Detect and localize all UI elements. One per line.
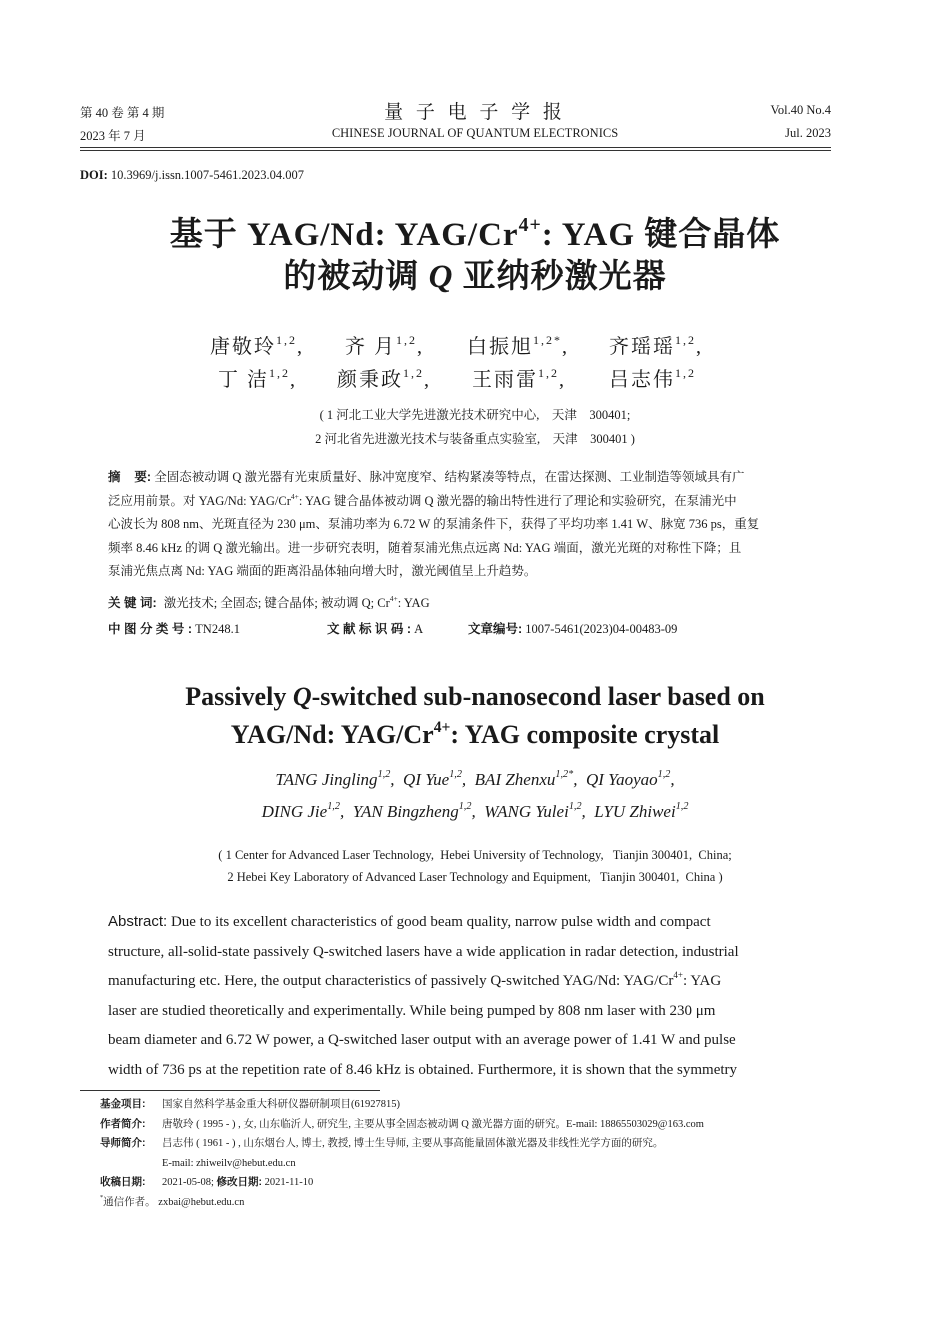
abstract-en-line1: [108, 907, 802, 938]
affiliation-cn-2: 2 河北省先进激光技术与装备重点实验室, 天津 300401 ): [315, 432, 635, 446]
footnote-rule: [80, 1090, 380, 1091]
author-en-sup: 1,2: [458, 801, 472, 813]
author-cn-sup: 1,2: [396, 333, 417, 348]
author-en-sup: 1,2*: [555, 769, 574, 781]
author-bio-value: 唐敬玲 ( 1995 - ) , 女, 山东临沂人, 研究生, 主要从事全固态被动调 Q 激光器方面的研究。E-mail: 18865503029@163.com: [162, 1118, 704, 1130]
title-en-line1: [0, 678, 950, 715]
author-en-name: BAI Zhenxu: [474, 770, 556, 789]
author-cn-sup: 1,2*: [533, 333, 562, 348]
author-cn-3: [467, 330, 569, 359]
title-cn-line1-b: : YAG 键合晶体: [541, 217, 781, 253]
author-cn-sup: 1,2: [276, 333, 297, 348]
author-cn-6: [337, 363, 431, 392]
keywords-value-b: : YAG: [397, 596, 430, 610]
abstract-en-label: Abstract:: [108, 913, 168, 930]
doc-label: 文 献 标 识 码 :: [327, 622, 412, 636]
footnotes: [100, 1095, 820, 1212]
abstract-en-sup: 4+: [673, 970, 683, 981]
author-cn-sup: 1,2: [403, 366, 424, 381]
author-cn-sep: ,: [417, 336, 424, 358]
article-number: [468, 619, 677, 637]
abstract-cn-text: : YAG 键合晶体被动调 Q 激光器的输出特性进行了理论和实验研究，在泵浦光中: [298, 493, 737, 508]
author-en-name: QI Yue: [403, 770, 450, 789]
title-en-line1-q: Q: [292, 682, 312, 711]
title-cn-line2: [0, 256, 950, 298]
affiliation-en-2: 2 Hebei Key Laboratory of Advanced Laser Technology and Equipment, Tianjin 300401, China ): [227, 870, 723, 884]
volume-issue-en: Vol.40 No.4: [770, 103, 831, 117]
abstract-en-text: manufacturing etc. Here, the output characteristics of passively Q-switched YAG/Nd: YAG/Cr: [108, 973, 674, 989]
author-en-name: DING Jie: [261, 802, 328, 821]
article-value: 1007-5461(2023)04-00483-09: [525, 622, 678, 636]
author-cn-name: 颜秉政: [337, 369, 403, 391]
author-cn-name: 齐瑶瑶: [609, 336, 675, 358]
author-cn-1: [210, 330, 304, 359]
abstract-en-line5: beam diameter and 6.72 W power, a Q-switched laser output with an average power of 1.41 W and pulse: [108, 1032, 736, 1048]
author-cn-name: 白振旭: [467, 336, 533, 358]
journal-name-en: CHINESE JOURNAL OF QUANTUM ELECTRONICS: [331, 126, 619, 140]
author-cn-sep: ,: [696, 336, 703, 358]
author-en-name: YAN Bingzheng: [352, 802, 459, 821]
affiliation-cn-1: ( 1 河北工业大学先进激光技术研究中心, 天津 300401;: [319, 408, 631, 422]
title-cn-line2-q: Q: [428, 259, 454, 295]
fund-label: 基金项目:: [100, 1098, 146, 1110]
abstract-cn-line4: 频率 8.46 kHz 的调 Q 激光输出。进一步研究表明，随着泵浦光焦点远离 Nd: YAG 端面，激光光斑的对称性下降；且: [108, 540, 742, 555]
abstract-cn: [108, 466, 802, 584]
author-cn-7: [472, 363, 566, 392]
title-en-line1-b: -switched sub-nanosecond laser based on: [311, 682, 765, 711]
keywords-value: 激光技术; 全固态; 键合晶体; 被动调 Q; Cr: [163, 596, 390, 610]
author-cn-sep: ,: [562, 336, 569, 358]
author-cn-name: 唐敬玲: [210, 336, 276, 358]
title-cn-line2-a: 的被动调: [283, 259, 429, 295]
author-cn-sep: ,: [290, 369, 297, 391]
footnote-advisor: [100, 1134, 820, 1154]
title-en-line1-a: Passively: [185, 682, 293, 711]
title-cn-line1: [0, 214, 950, 256]
fund-value: 国家自然科学基金重大科研仪器研制项目(61927815): [162, 1099, 400, 1110]
abstract-cn-line1: [108, 466, 802, 490]
abstract-en-line6: width of 736 ps at the repetition rate of 8.46 kHz is obtained. Furthermore, it is shown that the symmetry: [108, 1061, 738, 1078]
doi: [80, 168, 304, 183]
author-en-name: LYU Zhiwei: [594, 802, 676, 821]
article-label: 文章编号:: [468, 622, 523, 636]
abstract-cn-label: 摘 要:: [108, 470, 152, 484]
author-en-sup: 1,2: [657, 769, 671, 781]
header-rule-top: [80, 147, 831, 148]
title-en-line2-b: : YAG composite crystal: [450, 720, 720, 749]
received-label: 收稿日期:: [100, 1176, 146, 1188]
author-cn-4: [609, 330, 703, 359]
author-cn-sup: 1,2: [675, 333, 696, 348]
authors-en-line2: DING Jie$^{1,2}$, YAN Bingzheng$^{1,2}$, WANG Yulei$^{1,2}$, LYU Zhiwei$^{1,2}$: [261, 801, 689, 821]
author-cn-name: 丁 洁: [218, 369, 269, 391]
author-en-name: QI Yaoyao: [585, 770, 658, 789]
clc-code: [108, 619, 240, 637]
title-en-line2-sup: 4+: [433, 718, 451, 736]
abstract-cn-text: 泛应用前景。对 YAG/Nd: YAG/Cr: [108, 493, 291, 508]
author-cn-5: [218, 363, 297, 392]
advisor-value: 吕志伟 ( 1961 - ) , 山东烟台人, 博士, 教授, 博士生导师, 主要从事高能量固体激光器及非线性光学方面的研究。: [162, 1138, 664, 1149]
footnote-author: [100, 1115, 820, 1135]
abstract-en: [108, 907, 802, 1085]
author-bio-label: 作者简介:: [100, 1117, 146, 1130]
abstract-cn-line2: [108, 490, 802, 514]
author-cn-name: 吕志伟: [609, 369, 675, 391]
author-cn-name: 齐 月: [345, 336, 396, 358]
title-cn-line1-a: 基于 YAG/Nd: YAG/Cr: [169, 217, 519, 253]
abstract-cn-line5: 泵浦光焦点离 Nd: YAG 端面的距离沿晶体轴向增大时，激光阈值呈上升趋势。: [108, 564, 537, 578]
clc-label: 中 图 分 类 号 :: [108, 622, 193, 636]
header-rule-bottom: [80, 150, 831, 151]
doi-label: DOI:: [80, 168, 108, 182]
author-en-sup: 1,2: [675, 801, 689, 813]
author-en-sup: 1,2: [568, 801, 582, 813]
author-en-sup: 1,2: [377, 769, 391, 781]
footnote-advisor-email: E-mail: zhiweilv@hebut.edu.cn: [162, 1157, 296, 1169]
issue-date: 2023 年 7 月: [80, 129, 146, 143]
volume-issue: 第 40 卷 第 4 期: [80, 106, 165, 120]
affiliation-en-1: ( 1 Center for Advanced Laser Technology, Hebei University of Technology, Tianjin 300401, China;: [218, 848, 732, 862]
author-cn-sep: ,: [297, 336, 304, 358]
keywords-label: 关 键 词:: [108, 596, 157, 610]
abstract-en-text: : YAG: [682, 973, 722, 989]
author-cn-name: 王雨雷: [472, 369, 538, 391]
doi-value[interactable]: 10.3969/j.issn.1007-5461.2023.04.007: [110, 168, 304, 182]
corr-label: 通信作者。: [103, 1196, 156, 1208]
author-cn-sup: 1,2: [675, 366, 696, 381]
corr-email[interactable]: zxbai@hebut.edu.cn: [158, 1196, 245, 1208]
abstract-en-line4: laser are studied theoretically and experimentally. While being pumped by 808 nm laser with 230 μm: [108, 1002, 716, 1019]
abstract-cn-line3: 心波长为 808 nm、光斑直径为 230 μm、泵浦功率为 6.72 W 的泵浦条件下，获得了平均功率 1.41 W、脉宽 736 ps，重复: [108, 517, 760, 531]
corr-star: *: [100, 1194, 104, 1202]
title-en-line2-a: YAG/Nd: YAG/Cr: [230, 720, 434, 749]
advisor-label: 导师简介:: [100, 1137, 146, 1149]
footnote-fund: [100, 1095, 820, 1115]
abstract-en-line2: structure, all-solid-state passively Q-switched lasers have a wide application in radar detection, industrial: [108, 943, 739, 960]
title-cn-line1-sup: 4+: [518, 214, 542, 237]
revised-value: 2021-11-10: [264, 1177, 314, 1188]
footnote-corresponding: [100, 1193, 820, 1213]
author-en-sup: 1,2: [449, 769, 462, 781]
abstract-en-line3: [108, 967, 802, 997]
journal-name-cn: 量 子 电 子 学 报: [384, 102, 566, 123]
author-en-name: TANG Jingling: [275, 770, 378, 789]
keywords-cn: [108, 593, 430, 611]
keywords-sup: 4+: [389, 594, 398, 604]
doc-code: [327, 619, 423, 637]
title-cn-line2-b: 亚纳秒激光器: [453, 259, 667, 295]
author-cn-8: [609, 363, 696, 392]
issue-date-en: Jul. 2023: [785, 126, 831, 140]
author-cn-sep: ,: [559, 369, 566, 391]
author-en-sup: 1,2: [327, 801, 340, 813]
abstract-en-text: Due to its excellent characteristics of good beam quality, narrow pulse width and compact: [167, 914, 711, 930]
clc-value: TN248.1: [195, 622, 240, 636]
revised-label: 修改日期:: [216, 1176, 263, 1188]
authors-en-line1: TANG Jingling$^{1,2}$, QI Yue$^{1,2}$, BAI Zhenxu$^{1,2*}$, QI Yaoyao$^{1,2}$,: [275, 769, 675, 789]
title-en-line2: [0, 716, 950, 753]
abstract-cn-text: 全固态被动调 Q 激光器有光束质量好、脉冲宽度窄、结构紧凑等特点，在雷达探测、工业制造等领域具有广: [154, 470, 745, 484]
author-cn-sup: 1,2: [538, 366, 559, 381]
author-en-name: WANG Yulei: [484, 802, 569, 821]
received-value: 2021-05-08;: [162, 1177, 214, 1188]
author-cn-2: [345, 330, 424, 359]
abstract-cn-sup: 4+: [290, 491, 299, 501]
doc-value: A: [414, 622, 424, 636]
footnote-dates: [100, 1173, 820, 1193]
author-cn-sep: ,: [424, 369, 431, 391]
author-cn-sup: 1,2: [269, 366, 290, 381]
